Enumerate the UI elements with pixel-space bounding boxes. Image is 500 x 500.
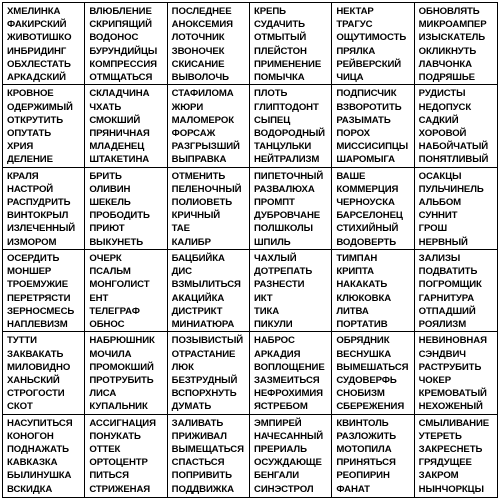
grid-cell xyxy=(168,168,250,250)
word-text: НЕЙТРАЛИЗМ xyxy=(254,154,320,166)
word-text: ЗВОНОЧЕК xyxy=(171,45,225,57)
word-text: ПОНУКАТЬ xyxy=(89,430,141,442)
word-text: МОНГОЛИСТ xyxy=(89,279,150,291)
word-text: НАЧЕСАННЫЙ xyxy=(254,430,324,442)
word-text: ШТАКЕТИНА xyxy=(89,154,150,166)
word-text: ВОДОРОДНЫЙ xyxy=(254,127,325,139)
word-text: КВИНТОЛЬ xyxy=(336,417,389,429)
word-text: АССИГНАЦИЯ xyxy=(89,417,156,429)
word-text: МАЛОМЕРОК xyxy=(171,114,234,126)
word-text: ПИКУЛИ xyxy=(254,319,293,331)
grid-cell xyxy=(250,332,332,414)
word-text: ТЕЛЕГРАФ xyxy=(89,305,140,317)
word-text: ДУБРОВЧАНЕ xyxy=(254,210,321,222)
word-text: ЖИВОТИШКО xyxy=(7,32,72,44)
grid-cell xyxy=(332,332,414,414)
word-text: ОТПАДШИЙ xyxy=(418,305,476,317)
word-text: ОЛИВИН xyxy=(89,183,131,195)
word-text: ДОТРЕПАТЬ xyxy=(254,266,313,278)
word-text: ПРИЖИВАЛ xyxy=(171,430,227,442)
word-text: РАЗЫМАТЬ xyxy=(336,114,391,126)
word-text: РАЗВАЛЮХА xyxy=(254,183,315,195)
word-text: ФОРСАЖ xyxy=(171,127,216,139)
word-text: БРИТЬ xyxy=(89,170,122,182)
word-text: ОБРЯДНИК xyxy=(336,335,390,347)
word-text: КОММЕРЦИЯ xyxy=(336,183,399,195)
word-text: БЕЗТРУДНЫЙ xyxy=(171,374,238,386)
word-text: СКРИПЯЩИЙ xyxy=(89,19,152,31)
word-text: МОТОПИЛА xyxy=(336,444,392,456)
word-text: ОКЛИКНУТЬ xyxy=(418,45,477,57)
word-text: ПОМЫЧКА xyxy=(254,72,305,84)
grid-cell xyxy=(168,250,250,332)
word-text: ОРТОЦЕНТР xyxy=(89,457,148,469)
word-text: ВЫМЕЩАТЬСЯ xyxy=(171,444,244,456)
word-text: НАБРЮШНИК xyxy=(89,335,155,347)
word-text: ВОДОНОС xyxy=(89,32,139,44)
word-text: ПЕЛЕНОЧНЫЙ xyxy=(171,183,242,195)
word-text: ВЫМЕШАТЬСЯ xyxy=(336,361,409,373)
word-text: ЗЕРНОСМЕСЬ xyxy=(7,305,75,317)
word-text: ВЗМЫЛИТЬСЯ xyxy=(171,279,241,291)
grid-cell xyxy=(3,250,85,332)
word-text: ОТТЕК xyxy=(89,444,121,456)
word-text: ИНБРИДИНГ xyxy=(7,45,67,57)
word-text: ЛИТВА xyxy=(336,305,369,317)
word-text: НЕВИНОВНАЯ xyxy=(418,335,487,347)
word-text: ПОЛШКОЛЫ xyxy=(254,223,313,235)
word-text: ЧИЦА xyxy=(336,72,364,84)
word-text: АРКАДСКИЙ xyxy=(7,72,66,84)
word-text: ОТМЩАТЬСЯ xyxy=(89,72,153,84)
word-text: ХМЕЛИНКА xyxy=(7,6,61,17)
word-text: СПАСТЬСЯ xyxy=(171,457,225,469)
word-text: ПОРОХ xyxy=(336,127,370,139)
word-text: ДИС xyxy=(171,266,193,278)
word-text: БУРУНДИЙЦЫ xyxy=(89,45,158,57)
word-text: ПИТЬСЯ xyxy=(89,470,129,482)
word-text: ХОРОВОЙ xyxy=(418,127,467,139)
word-text: ОТМЫТЫЙ xyxy=(254,32,307,44)
word-text: ИЗЛЕЧЕННЫЙ xyxy=(7,223,76,235)
grid-cell xyxy=(168,3,250,85)
word-text: ПЕРЕТРЯСТИ xyxy=(7,292,71,304)
grid-cell xyxy=(168,85,250,167)
word-text: СКЛАДЧИНА xyxy=(89,88,150,100)
word-text: ПУЛЬЧИНЕЛЬ xyxy=(418,183,484,195)
word-text: ОДЕРЖИМЫЙ xyxy=(7,101,73,113)
word-text: ЛОТОЧНИК xyxy=(171,32,225,44)
word-text: ВИНТОКРЫЛ xyxy=(7,210,69,222)
word-text: КУПАЛЬНИК xyxy=(89,401,148,413)
word-text: СТАФИЛОМА xyxy=(171,88,234,100)
word-text: ЛИСА xyxy=(89,388,117,400)
word-text: ОЧЕРК xyxy=(89,253,122,264)
word-text: ЛЮК xyxy=(171,361,194,373)
word-text: МИЛОВИДНО xyxy=(7,361,71,373)
word-text: РЕОПИРИН xyxy=(336,470,390,482)
word-text: ПЛОТЬ xyxy=(254,88,288,100)
word-text: КРИЧНЫЙ xyxy=(171,210,221,222)
word-text: РОЯЛИЗМ xyxy=(418,319,467,331)
word-text: АРКАДИЯ xyxy=(254,348,301,360)
word-text: ОБХЛЕСТАТЬ xyxy=(7,58,71,70)
word-text: СУДАЧИТЬ xyxy=(254,19,305,31)
word-text: РАЗГРЫЗШИЙ xyxy=(171,141,240,153)
word-text: ПРЯНИЧНАЯ xyxy=(89,127,150,139)
word-text: ЗАЛИЗЫ xyxy=(418,253,461,264)
word-text: СИНЭСТРОЛ xyxy=(254,483,314,495)
word-text: ГРЯДУЩЕЕ xyxy=(418,457,472,469)
grid-cell xyxy=(168,415,250,497)
word-text: ДИСТРИКТ xyxy=(171,305,223,317)
word-text: БАЦБИЙКА xyxy=(171,253,225,264)
word-text: КОНОГОН xyxy=(7,430,54,442)
word-text: КРЕПЬ xyxy=(254,6,286,17)
word-text: КРИПТА xyxy=(336,266,374,278)
word-text: СКОТ xyxy=(7,401,33,413)
word-text: МИКРОАМПЕР xyxy=(418,19,487,31)
word-text: ОТКРУТИТЬ xyxy=(7,114,64,126)
word-text: ЗАЗМЕИТЬСЯ xyxy=(254,374,320,386)
word-text: КАВКАЗКА xyxy=(7,457,58,469)
word-text: ПРЯЛКА xyxy=(336,45,376,57)
word-text: ХАНЬСКИЙ xyxy=(7,374,60,386)
word-text: ПОНЯТЛИВЫЙ xyxy=(418,154,489,166)
word-text: ЗАКРЕСНЕТЬ xyxy=(418,444,483,456)
grid-cell xyxy=(332,415,414,497)
grid-cell xyxy=(85,85,167,167)
word-text: ТАНЦУЛЬКИ xyxy=(254,141,312,153)
word-text: СЭНДВИЧ xyxy=(418,348,466,360)
word-text: ПОСЛЕДНЕЕ xyxy=(171,6,232,17)
word-text: ШЕКЕЛЬ xyxy=(89,197,131,209)
word-text: ОТМЕНИТЬ xyxy=(171,170,226,182)
word-text: ВСКИДКА xyxy=(7,483,53,495)
word-text: ИЗМОРОМ xyxy=(7,236,57,248)
word-text: КЛЮКОВКА xyxy=(336,292,392,304)
word-text: ПОРТАТИВ xyxy=(336,319,388,331)
word-text: МОНШЕР xyxy=(7,266,52,278)
word-text: РАСТРУБИТЬ xyxy=(418,361,482,373)
word-text: ПОЛИОВЕТЬ xyxy=(171,197,233,209)
word-text: НЕКТАР xyxy=(336,6,374,17)
word-text: ЯСТРЕБОМ xyxy=(254,401,308,413)
word-text: ЕНТ xyxy=(89,292,109,304)
word-text: МЛАДЕНЕЦ xyxy=(89,141,145,153)
word-text: ПРОМОКШИЙ xyxy=(89,361,154,373)
word-text: БАРСЕЛОНЕЦ xyxy=(336,210,403,222)
word-text: ЧАХЛЫЙ xyxy=(254,253,297,264)
word-text: АНОКСЕМИЯ xyxy=(171,19,233,31)
word-text: ВСПОРХНУТЬ xyxy=(171,388,237,400)
word-text: СТРОГОСТИ xyxy=(7,388,65,400)
word-text: СМОКШИЙ xyxy=(89,114,141,126)
word-text: ОЩУТИМОСТЬ xyxy=(336,32,407,44)
word-text: НЫНЧОРКЦЫ xyxy=(418,483,484,495)
word-text: ЧОКЕР xyxy=(418,374,452,386)
word-text: МИССИСИПЦЫ xyxy=(336,141,409,153)
word-text: КОМПРЕССИЯ xyxy=(89,58,157,70)
word-text: ШАРОМЫГА xyxy=(336,154,395,166)
word-text: НАБРОС xyxy=(254,335,295,347)
word-text: МОЧИЛА xyxy=(89,348,132,360)
word-text: ВЛЮБЛЕНИЕ xyxy=(89,6,152,17)
word-text: БЕНГАЛИ xyxy=(254,470,300,482)
word-text: ВЫПРАВКА xyxy=(171,154,227,166)
word-text: УТЕРЕТЬ xyxy=(418,430,462,442)
grid-cell xyxy=(250,415,332,497)
word-text: КРАЛЯ xyxy=(7,170,39,182)
word-text: ОСАКЦЫ xyxy=(418,170,462,182)
word-text: НЕРВНЫЙ xyxy=(418,236,468,248)
word-text: РАЗЛОЖИТЬ xyxy=(336,430,397,442)
grid-cell xyxy=(332,3,414,85)
word-text: ПОДРЯШЬЕ xyxy=(418,72,475,84)
word-text: АКАЦИЙКА xyxy=(171,292,225,304)
word-text: РАСПУДРИТЬ xyxy=(7,197,71,209)
word-text: ШПИЛЬ xyxy=(254,236,291,248)
word-text: ОПУТАТЬ xyxy=(7,127,52,139)
word-text: ТРАГУС xyxy=(336,19,373,31)
word-text: НАКАКАТЬ xyxy=(336,279,388,291)
word-text: РАЗНЕСТИ xyxy=(254,279,305,291)
word-text: ПРИЮТ xyxy=(89,223,125,235)
word-text: ТИМПАН xyxy=(336,253,378,264)
word-text: ГЛИПТОДОНТ xyxy=(254,101,319,113)
grid-cell xyxy=(415,250,497,332)
word-text: СУННИТ xyxy=(418,210,458,222)
word-text: ФАНАТ xyxy=(336,483,370,495)
word-text: ЧХАТЬ xyxy=(89,101,122,113)
word-text: НАПЛЕВИЗМ xyxy=(7,319,68,331)
word-text: ПРОМПТ xyxy=(254,197,295,209)
word-text: ВЫВОЛОЧЬ xyxy=(171,72,229,84)
grid-cell xyxy=(332,85,414,167)
word-text: ВОДОВЕРТЬ xyxy=(336,236,397,248)
word-text: ГРОШ xyxy=(418,223,448,235)
word-text: АЛЬБОМ xyxy=(418,197,462,209)
word-text: КРОВНОЕ xyxy=(7,88,54,100)
word-text: КРЕМОВАТЫЙ xyxy=(418,388,487,400)
word-text: ПСАЛЬМ xyxy=(89,266,131,278)
word-grid xyxy=(2,2,498,498)
grid-cell xyxy=(332,168,414,250)
word-text: РУДИСТЫ xyxy=(418,88,466,100)
word-text: ПОПРИВИТЬ xyxy=(171,470,232,482)
grid-cell xyxy=(250,250,332,332)
word-text: ПОЗЫВИСТЫЙ xyxy=(171,335,244,347)
grid-cell xyxy=(415,85,497,167)
word-text: ПРОБОДИТЬ xyxy=(89,210,150,222)
word-text: РЕЙВЕРСКИЙ xyxy=(336,58,402,70)
word-text: СТРИЖЕНАЯ xyxy=(89,483,151,495)
word-text: ХРИЯ xyxy=(7,141,34,153)
word-text: ПОДНАЖАТЬ xyxy=(7,444,69,456)
word-text: ВОПЛОЩЕНИЕ xyxy=(254,361,325,373)
word-text: ПЛЕЙСТОН xyxy=(254,45,307,57)
word-text: ВАШЕ xyxy=(336,170,366,182)
word-text: ЗАКРОМ xyxy=(418,470,459,482)
word-text: НЕФРОХИМИЯ xyxy=(254,388,323,400)
word-text: СЫПЕЦ xyxy=(254,114,291,126)
word-text: ТУТТИ xyxy=(7,335,37,347)
grid-cell xyxy=(3,3,85,85)
word-text: КАЛИБР xyxy=(171,236,211,248)
grid-cell xyxy=(3,415,85,497)
word-text: ПИПЕТОЧНЫЙ xyxy=(254,170,324,182)
word-text: ЖЮРИ xyxy=(171,101,204,113)
grid-cell xyxy=(250,3,332,85)
word-text: ПРИМЕНЕНИЕ xyxy=(254,58,322,70)
word-text: ОБНОС xyxy=(89,319,125,331)
word-text: ГАРНИТУРА xyxy=(418,292,475,304)
word-text: ПОДДВИЖКА xyxy=(171,483,234,495)
word-text: СТИХИЙНЫЙ xyxy=(336,223,399,235)
word-text: ВЗВОРОТИТЬ xyxy=(336,101,402,113)
grid-cell xyxy=(250,85,332,167)
word-text: ЗАКВАКАТЬ xyxy=(7,348,64,360)
word-text: ИКТ xyxy=(254,292,273,304)
word-text: ПОДПИСЧИК xyxy=(336,88,397,100)
word-text: ДУМАТЬ xyxy=(171,401,212,413)
word-text: ПРИНЯТЬСЯ xyxy=(336,457,396,469)
word-text: ЗАЛИВАТЬ xyxy=(171,417,224,429)
word-text: НЕХОЖЕНЫЙ xyxy=(418,401,483,413)
word-text: ТИКА xyxy=(254,305,280,317)
word-text: МИНИАТЮРА xyxy=(171,319,235,331)
grid-cell xyxy=(85,332,167,414)
word-text: СКИСАНИЕ xyxy=(171,58,225,70)
word-text: НАСТРОЙ xyxy=(7,183,54,195)
grid-cell xyxy=(85,250,167,332)
grid-cell xyxy=(85,415,167,497)
grid-cell xyxy=(415,415,497,497)
word-text: ОСЕРДИТЬ xyxy=(7,253,60,264)
word-text: ТАЕ xyxy=(171,223,190,235)
word-text: ЧЕРНОУСКА xyxy=(336,197,395,209)
word-text: НАСУПИТЬСЯ xyxy=(7,417,73,429)
word-text: ПОДВАТИТЬ xyxy=(418,266,478,278)
grid-cell xyxy=(85,168,167,250)
word-text: ЭМПИРЕЙ xyxy=(254,417,302,429)
word-text: ОТРАСТАНИЕ xyxy=(171,348,236,360)
word-text: ВЕСНУШКА xyxy=(336,348,392,360)
grid-cell xyxy=(415,332,497,414)
word-text: СМЫЛИВАНИЕ xyxy=(418,417,490,429)
word-text: ПРЕРИАЛЬ xyxy=(254,444,307,456)
grid-cell xyxy=(415,168,497,250)
grid-cell xyxy=(3,332,85,414)
grid-cell xyxy=(250,168,332,250)
word-text: БЫЛИНУШКА xyxy=(7,470,72,482)
grid-cell xyxy=(332,250,414,332)
word-text: ИЗЫСКАТЕЛЬ xyxy=(418,32,486,44)
grid-cell xyxy=(85,3,167,85)
word-text: ФАКИРСКИЙ xyxy=(7,19,67,31)
word-text: ТРОЕМУЖИЕ xyxy=(7,279,69,291)
word-text: НАБОЙЧАТЫЙ xyxy=(418,141,489,153)
word-text: СБЕРЕЖЕНИЯ xyxy=(336,401,405,413)
grid-cell xyxy=(168,332,250,414)
word-text: ОБНОВЛЯТЬ xyxy=(418,6,480,17)
grid-cell xyxy=(3,85,85,167)
word-text: ОСУЖДАЮЩЕ xyxy=(254,457,322,469)
word-text: ПРОТРУБИТЬ xyxy=(89,374,154,386)
word-text: ДЕЛЕНИЕ xyxy=(7,154,53,166)
word-text: СУДОВЕРФЬ xyxy=(336,374,397,386)
grid-cell xyxy=(415,3,497,85)
word-text: НЕДОПУСК xyxy=(418,101,472,113)
word-text: ВЫКУНЕТЬ xyxy=(89,236,143,248)
word-text: ЛАВЧОНКА xyxy=(418,58,472,70)
word-text: САДКИЙ xyxy=(418,114,459,126)
word-text: ПОГРОМЩИК xyxy=(418,279,482,291)
grid-cell xyxy=(3,168,85,250)
word-text: СНОБИЗМ xyxy=(336,388,385,400)
